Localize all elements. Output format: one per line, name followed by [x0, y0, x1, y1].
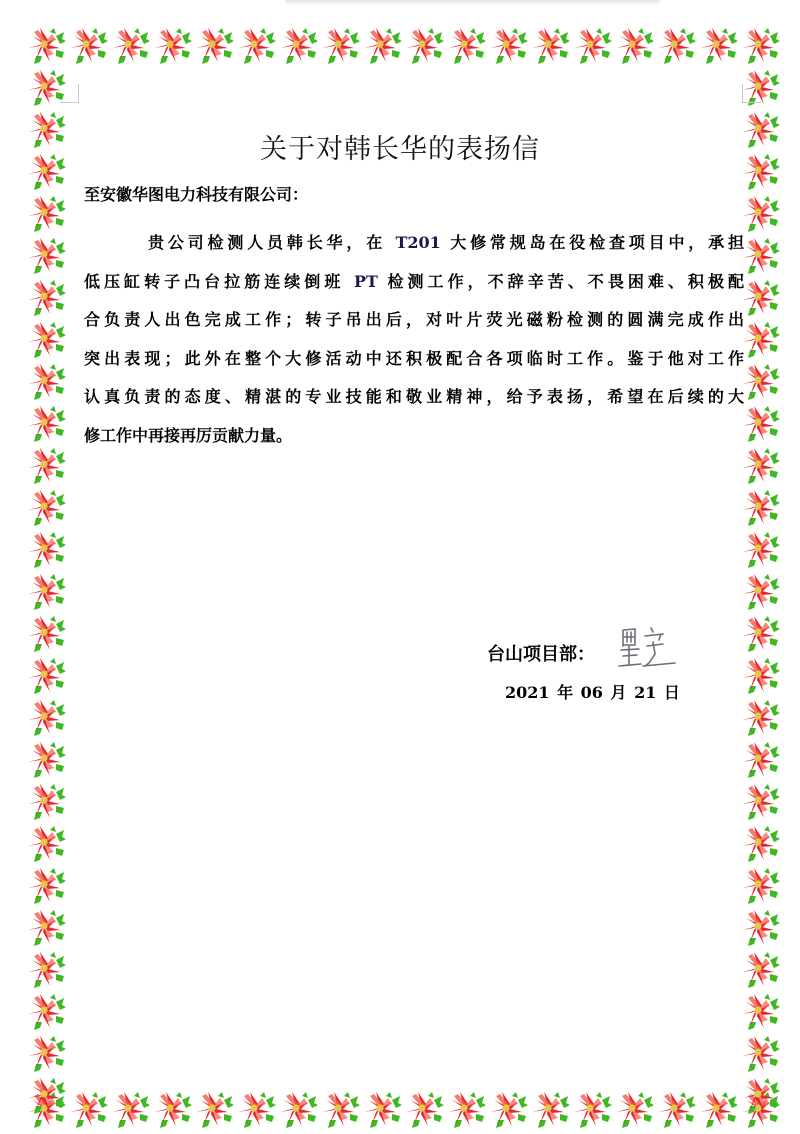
- poinsettia-flower-icon: [68, 26, 110, 66]
- poinsettia-flower-icon: [110, 1090, 152, 1130]
- body-line: 修工作中再接再厉贡献力量。: [84, 425, 293, 445]
- poinsettia-flower-icon: [26, 992, 68, 1032]
- body-line: 突出表现；此外在整个大修活动中还积极配合各项临时工作。鉴于他对工作: [84, 348, 744, 368]
- poinsettia-flower-icon: [26, 740, 68, 780]
- poinsettia-flower-icon: [740, 1034, 782, 1074]
- poinsettia-flower-icon: [740, 1076, 782, 1116]
- poinsettia-flower-icon: [698, 1090, 740, 1130]
- poinsettia-flower-icon: [26, 950, 68, 990]
- poinsettia-flower-icon: [26, 320, 68, 360]
- poinsettia-flower-icon: [740, 446, 782, 486]
- body-line: 低压缸转子凸台拉筋连续倒班 PT 检测工作，不辞辛苦、不畏困难、积极配: [84, 271, 744, 291]
- poinsettia-flower-icon: [404, 1090, 446, 1130]
- letter-date: 2021 年 06 月 21 日: [505, 683, 680, 702]
- poinsettia-flower-icon: [446, 1090, 488, 1130]
- poinsettia-flower-icon: [26, 782, 68, 822]
- poinsettia-flower-icon: [152, 1090, 194, 1130]
- margin-corner-mark-left: [60, 84, 79, 103]
- poinsettia-flower-icon: [740, 530, 782, 570]
- signature-label: 台山项目部：: [487, 644, 595, 665]
- poinsettia-flower-icon: [194, 26, 236, 66]
- poinsettia-flower-icon: [530, 1090, 572, 1130]
- poinsettia-flower-icon: [740, 782, 782, 822]
- margin-corner-mark-right: [742, 84, 761, 103]
- poinsettia-flower-icon: [740, 488, 782, 528]
- poinsettia-flower-icon: [614, 1090, 656, 1130]
- poinsettia-flower-icon: [740, 278, 782, 318]
- poinsettia-flower-icon: [740, 866, 782, 906]
- poinsettia-flower-icon: [320, 26, 362, 66]
- poinsettia-flower-icon: [362, 1090, 404, 1130]
- poinsettia-flower-icon: [26, 362, 68, 402]
- body-line: 贵公司检测人员韩长华，在 T201 大修常规岛在役检查项目中，承担: [148, 233, 744, 252]
- poinsettia-flower-icon: [740, 26, 782, 66]
- poinsettia-flower-icon: [740, 404, 782, 444]
- poinsettia-flower-icon: [278, 26, 320, 66]
- poinsettia-flower-icon: [572, 1090, 614, 1130]
- poinsettia-flower-icon: [740, 362, 782, 402]
- poinsettia-flower-icon: [740, 236, 782, 276]
- letter-title: 关于对韩长华的表扬信: [260, 134, 540, 165]
- poinsettia-flower-icon: [26, 530, 68, 570]
- salutation: 至安徽华图电力科技有限公司：: [84, 185, 309, 204]
- poinsettia-flower-icon: [614, 26, 656, 66]
- poinsettia-flower-icon: [446, 26, 488, 66]
- letter-body: [84, 224, 744, 455]
- poinsettia-flower-icon: [68, 1090, 110, 1130]
- poinsettia-flower-icon: [26, 824, 68, 864]
- poinsettia-flower-icon: [740, 194, 782, 234]
- handwritten-signature-icon: [615, 624, 677, 670]
- poinsettia-flower-icon: [488, 26, 530, 66]
- poinsettia-flower-icon: [320, 1090, 362, 1130]
- poinsettia-flower-icon: [26, 278, 68, 318]
- poinsettia-flower-icon: [740, 572, 782, 612]
- poinsettia-flower-icon: [740, 740, 782, 780]
- poinsettia-flower-icon: [26, 698, 68, 738]
- poinsettia-flower-icon: [740, 656, 782, 696]
- poinsettia-flower-icon: [740, 824, 782, 864]
- poinsettia-flower-icon: [740, 950, 782, 990]
- body-line: 合负责人出色完成工作；转子吊出后，对叶片荧光磁粉检测的圆满完成作出: [84, 310, 744, 329]
- poinsettia-flower-icon: [26, 908, 68, 948]
- poinsettia-flower-icon: [26, 1076, 68, 1116]
- poinsettia-flower-icon: [656, 26, 698, 66]
- poinsettia-flower-icon: [194, 1090, 236, 1130]
- poinsettia-flower-icon: [26, 572, 68, 612]
- poinsettia-flower-icon: [26, 488, 68, 528]
- poinsettia-flower-icon: [26, 404, 68, 444]
- poinsettia-flower-icon: [362, 26, 404, 66]
- poinsettia-flower-icon: [404, 26, 446, 66]
- poinsettia-flower-icon: [740, 320, 782, 360]
- poinsettia-flower-icon: [26, 614, 68, 654]
- poinsettia-flower-icon: [26, 26, 68, 66]
- poinsettia-flower-icon: [698, 26, 740, 66]
- poinsettia-flower-icon: [236, 26, 278, 66]
- poinsettia-flower-icon: [236, 1090, 278, 1130]
- poinsettia-flower-icon: [740, 908, 782, 948]
- poinsettia-flower-icon: [26, 194, 68, 234]
- poinsettia-flower-icon: [740, 698, 782, 738]
- poinsettia-flower-icon: [278, 1090, 320, 1130]
- poinsettia-flower-icon: [26, 446, 68, 486]
- poinsettia-flower-icon: [110, 26, 152, 66]
- poinsettia-flower-icon: [26, 236, 68, 276]
- poinsettia-flower-icon: [26, 866, 68, 906]
- poinsettia-flower-icon: [572, 26, 614, 66]
- poinsettia-flower-icon: [656, 1090, 698, 1130]
- poinsettia-flower-icon: [740, 614, 782, 654]
- poinsettia-flower-icon: [26, 1034, 68, 1074]
- poinsettia-flower-icon: [152, 26, 194, 66]
- poinsettia-flower-icon: [488, 1090, 530, 1130]
- poinsettia-flower-icon: [530, 26, 572, 66]
- body-line: 认真负责的态度、精湛的专业技能和敬业精神，给予表扬，希望在后续的大: [84, 387, 744, 406]
- poinsettia-flower-icon: [740, 992, 782, 1032]
- poinsettia-flower-icon: [26, 656, 68, 696]
